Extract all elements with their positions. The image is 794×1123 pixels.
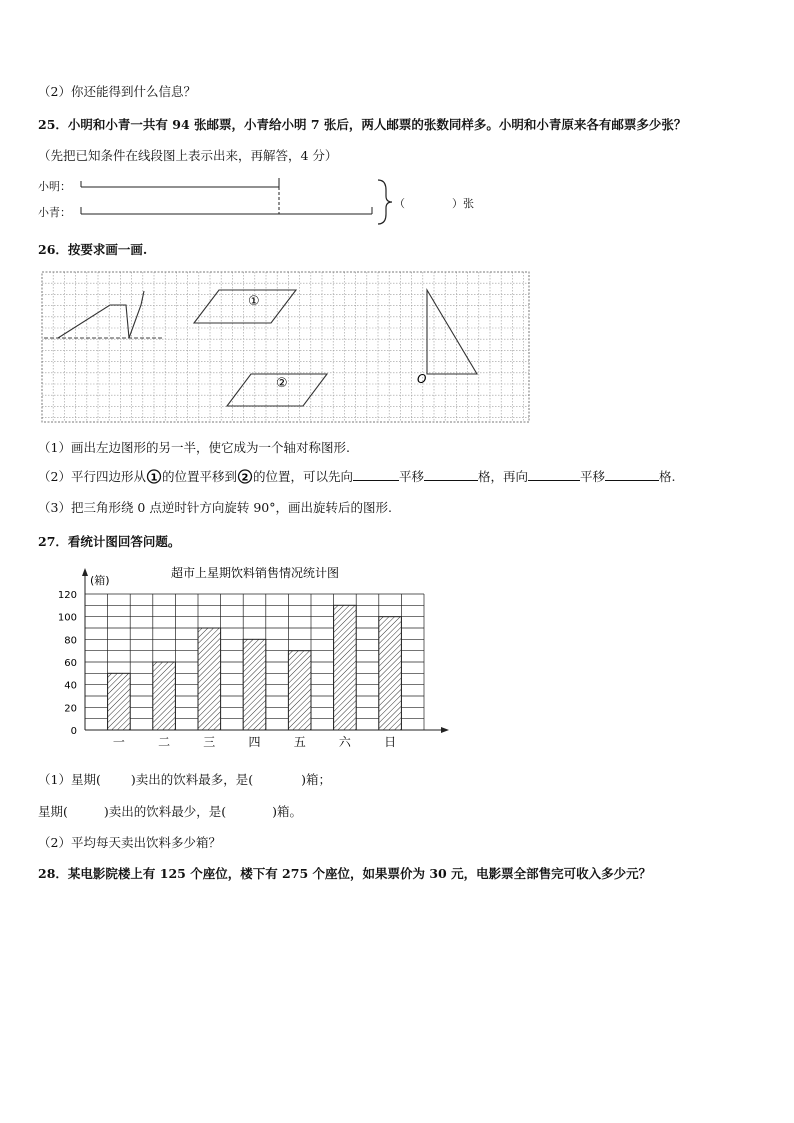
point-o-label: O	[417, 372, 427, 386]
y-tick-label: 20	[64, 703, 77, 715]
circled-2-digit: 2	[241, 472, 249, 484]
half-figure	[58, 291, 144, 338]
q27-title: 27．看统计图回答问题。	[38, 534, 181, 549]
x-tick-label: 日	[384, 735, 397, 749]
q26-sub2-text-e: 格，再向	[478, 469, 529, 484]
grid-lines	[42, 272, 529, 422]
blank-steps-1[interactable]	[424, 468, 478, 481]
q27-sub1-line2	[38, 802, 302, 820]
q26-sub2-text-d: 平移	[399, 469, 425, 484]
q28-title: 28．某电影院楼上有 125 个座位，楼下有 275 个座位，如果票价为 30 元，电影票全部售完可收入多少元？	[38, 866, 652, 881]
y-tick-label: 40	[64, 680, 77, 692]
drawing-grid	[40, 270, 532, 424]
blank-direction-2[interactable]	[528, 468, 580, 481]
q26-sub1: （1）画出左边图形的另一半，使它成为一个轴对称图形.	[38, 440, 350, 455]
q26-sub2-text-a: （2）平行四边形从	[38, 469, 146, 484]
q26-sub2-text-g: 格.	[659, 469, 676, 484]
circled-2-icon	[237, 469, 253, 484]
x-tick-label: 三	[203, 735, 216, 749]
paren-close-unit: ）张	[452, 197, 474, 210]
y-tick-label: 0	[70, 726, 77, 737]
q26-sub2-text-c: 的位置，可以先向	[252, 469, 353, 484]
circled-1-icon	[146, 469, 162, 484]
circled-1-digit: 1	[150, 472, 158, 484]
parallelogram-1	[194, 290, 296, 323]
parallelogram-2-label: ②	[276, 376, 288, 391]
y-tick-label: 100	[57, 612, 77, 624]
chart-xticks	[113, 735, 396, 749]
q27-sub1-text-a: （1）星期(	[38, 772, 101, 787]
bar-7	[379, 617, 402, 730]
bar-2	[153, 662, 176, 730]
q27-sub1-text-e: )卖出的饮料最少，是(	[103, 804, 227, 819]
bar-3	[198, 628, 221, 730]
q24-sub2: （2）你还能得到什么信息？	[38, 84, 196, 99]
q27-sub1-text-f: )箱。	[272, 804, 303, 819]
chart-yticks	[58, 590, 77, 737]
q27-sub2: （2）平均每天卖出饮料多少箱？	[38, 835, 221, 850]
x-tick-label: 六	[338, 735, 351, 749]
y-axis-arrow	[82, 568, 88, 576]
label-xiaoqing: 小青：	[38, 206, 71, 219]
x-tick-label: 四	[248, 735, 261, 749]
bar-4	[243, 639, 266, 730]
bar-5	[288, 651, 311, 730]
q26-sub3: （3）把三角形绕 0 点逆时针方向旋转 90°，画出旋转后的图形.	[38, 500, 392, 515]
blank-steps-2[interactable]	[605, 468, 659, 481]
q27-sub1-text-d: 星期(	[38, 804, 68, 819]
x-axis-arrow	[441, 727, 449, 733]
x-tick-label: 一	[112, 735, 125, 749]
triangle	[427, 290, 477, 374]
blank-direction-1[interactable]	[353, 468, 399, 481]
q26-sub2-text-b: 的位置平移到	[161, 469, 237, 484]
x-tick-label: 五	[293, 735, 306, 749]
parallelogram-1-label: ①	[248, 294, 260, 309]
bar-6	[334, 605, 357, 730]
q25-title: 25．小明和小青一共有 94 张邮票，小青给小明 7 张后，两人邮票的张数同样多。小明和小青原来各有邮票多少张？	[38, 117, 687, 132]
y-tick-label: 120	[57, 590, 77, 601]
q27-sub1-text-c: )箱；	[301, 772, 331, 787]
q27-sub1-text-b: )卖出的饮料最多，是(	[130, 772, 254, 787]
q27-sub1-line1	[38, 770, 331, 788]
q26-sub2	[38, 467, 676, 485]
y-tick-label: 60	[64, 658, 77, 669]
q25-note: （先把已知条件在线段图上表示出来，再解答，4 分）	[38, 148, 338, 163]
paren-open: （	[394, 197, 405, 210]
y-tick-label: 80	[64, 635, 77, 647]
chart-title: 超市上星期饮料销售情况统计图	[170, 566, 340, 580]
x-tick-label: 二	[158, 735, 171, 749]
bar-chart	[40, 558, 460, 754]
q26-title: 26．按要求画一画.	[38, 242, 148, 257]
chart-ylabel: (箱)	[90, 574, 110, 587]
brace	[378, 180, 392, 224]
label-xiaoming: 小明：	[38, 180, 71, 193]
bar-1	[108, 673, 131, 730]
q26-sub2-text-f: 平移	[580, 469, 606, 484]
chart-bars	[108, 605, 402, 730]
